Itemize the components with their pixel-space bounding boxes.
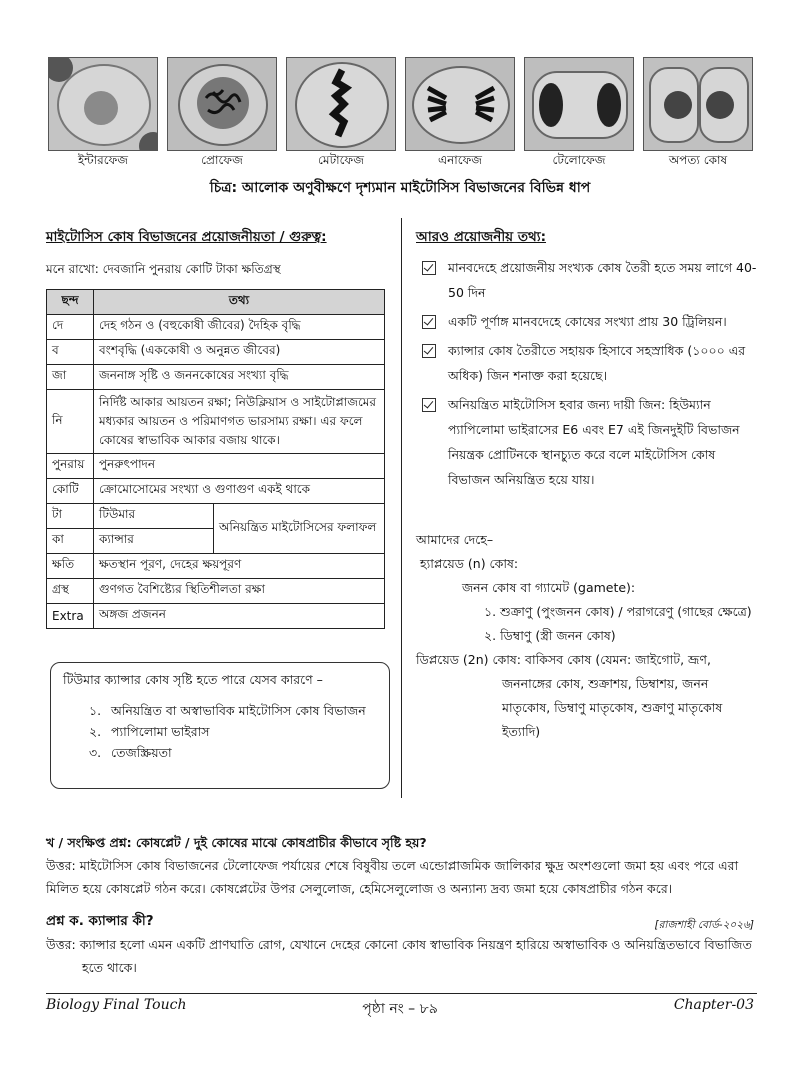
key-cell: নি <box>47 390 94 454</box>
key-cell: কা <box>47 529 94 554</box>
value-cell: ক্যান্সার <box>94 529 214 554</box>
table-row <box>47 504 385 529</box>
table-row <box>47 454 385 479</box>
diploid-line: মাতৃকোষ, ডিম্বাণু মাতৃকোষ, শুক্রাণু মাতৃকোষ <box>502 700 723 715</box>
gamete-item: ২. ডিম্বাণু (স্ত্রী জনন কোষ) <box>484 628 616 643</box>
column-divider <box>401 218 402 798</box>
mnemonic-note: মনে রাখো: দেবজানি পুনরায় কোটি টাকা ক্ষতিগ্রস্থ <box>46 262 281 276</box>
checklist-item <box>416 309 761 334</box>
checklist-item <box>416 255 761 305</box>
extra-info-heading: আরও প্রয়োজনীয় তথ্য: <box>416 229 547 245</box>
cancer-causes-list <box>89 701 377 763</box>
phase-label: এনাফেজ <box>437 153 483 167</box>
gamete-item: ১. শুক্রাণু (পুংজনন কোষ) / পরাগরেণু (গাছের ক্ষেত্রে) <box>484 604 752 619</box>
footer-book-title: Biology Final Touch <box>46 997 187 1013</box>
telophase-image <box>524 57 634 151</box>
daughter-cells-image <box>643 57 753 151</box>
value-cell: বংশবৃদ্ধি (এককোষী ও অনুন্নত জীবের) <box>94 340 385 365</box>
table-row <box>47 340 385 365</box>
checklist-text: ক্যান্সার কোষ তৈরীতে সহায়ক হিসাবে সহস্রাধিক (১০০০ এর অধিক) জিন শনাক্ত করা হয়েছে। <box>448 343 746 383</box>
cancer-box-title: টিউমার ক্যান্সার কোষ সৃষ্টি হতে পারে যেসব কারণে – <box>63 672 323 687</box>
item-text: তেজস্ক্রিয়তা <box>111 745 172 760</box>
footer-chapter: Chapter-03 <box>673 997 754 1013</box>
left-column <box>46 226 391 629</box>
answer-text-continued: হতে থাকে। <box>82 960 137 975</box>
key-cell: ক্ষতি <box>47 554 94 579</box>
phase-telophase <box>524 57 634 172</box>
item-number: ৩. <box>89 745 102 760</box>
item-number: ২. <box>89 724 102 739</box>
value-cell: দেহ গঠন ও (বহুকোষী জীবের) দৈহিক বৃদ্ধি <box>94 315 385 340</box>
key-cell: Extra <box>47 604 94 629</box>
list-item <box>89 701 377 721</box>
answer-text: উত্তর: ক্যান্সার হলো এমন একটি প্রাণঘাতি রোগ, যেখানে দেহের কোনো কোষ স্বাভাবিক নিয়ন্ত্রণ হারিয়ে অস্বাভাবিক ও অনিয়ন্ত্রিতভাবে বিভাজিত <box>46 937 752 952</box>
cancer-causes-box <box>50 662 390 789</box>
phase-label: অপত্য কোষ <box>668 153 728 167</box>
item-text: প্যাপিলোমা ভাইরাস <box>111 724 210 739</box>
key-cell: কোটি <box>47 479 94 504</box>
header-cell: ছন্দ <box>47 290 94 315</box>
table-row <box>47 479 385 504</box>
anaphase-image <box>405 57 515 151</box>
short-question-block <box>46 831 761 900</box>
phase-interphase <box>48 57 158 172</box>
footer-rule <box>46 993 757 994</box>
phase-label: মেটাফেজ <box>318 153 364 167</box>
mitosis-phase-strip <box>48 57 753 169</box>
list-item <box>89 722 377 742</box>
checklist <box>416 255 761 492</box>
value-cell: গুণগত বৈশিষ্ট্যের স্থিতিশীলতা রক্ষা <box>94 579 385 604</box>
key-cell: টা <box>47 504 94 529</box>
table-row <box>47 554 385 579</box>
body-title: আমাদের দেহে– <box>416 532 494 547</box>
value-cell: ক্রোমোসোমের সংখ্যা ও গুণাগুণ একই থাকে <box>94 479 385 504</box>
board-reference: [রাজশাহী বোর্ড-২০২৬] <box>654 919 754 931</box>
checklist-text: মানবদেহে প্রয়োজনীয় সংখ্যক কোষ তৈরী হতে সময় লাগে 40-50 দিন <box>448 260 757 300</box>
interphase-image <box>48 57 158 151</box>
haploid-label: হ্যাপ্লয়েড (n) কোষ: <box>420 556 519 571</box>
checklist-item <box>416 392 761 492</box>
value-cell: ক্ষতস্থান পূরণ, দেহের ক্ষয়পূরণ <box>94 554 385 579</box>
figure-caption: চিত্র: আলোক অণুবীক্ষণে দৃশ্যমান মাইটোসিস বিভাজনের বিভিন্ন ধাপ <box>209 180 591 196</box>
diploid-line: ডিপ্লয়েড (2n) কোষ: বাকিসব কোষ (যেমন: জাইগোট, ভ্রূণ, <box>416 652 711 667</box>
footer-page-number: পৃষ্ঠা নং – ৮৯ <box>362 1001 438 1017</box>
checklist-item <box>416 338 761 388</box>
key-cell: জা <box>47 365 94 390</box>
checkbox-icon <box>422 398 436 412</box>
merged-note-cell: অনিয়ন্ত্রিত মাইটোসিসের ফলাফল <box>214 504 385 554</box>
header-cell: তথ্য <box>94 290 385 315</box>
phase-label: টেলোফেজ <box>552 153 606 167</box>
table-row <box>47 579 385 604</box>
metaphase-image <box>286 57 396 151</box>
table-row <box>47 390 385 454</box>
diploid-line: জননাঙ্গের কোষ, শুক্রাশয়, ডিম্বাশয়, জনন <box>502 676 709 691</box>
value-cell: পুনরুৎপাদন <box>94 454 385 479</box>
key-cell: গ্রস্থ <box>47 579 94 604</box>
gamete-label: জনন কোষ বা গ্যামেট (gamete): <box>462 580 636 595</box>
key-cell: দে <box>47 315 94 340</box>
key-cell: পুনরায় <box>47 454 94 479</box>
phase-label: প্রোফেজ <box>201 153 243 167</box>
cell-types-section <box>416 528 761 744</box>
table-row <box>47 604 385 629</box>
list-item <box>89 743 377 763</box>
checkbox-icon <box>422 261 436 275</box>
value-cell: জননাঙ্গ সৃষ্টি ও জননকোষের সংখ্যা বৃদ্ধি <box>94 365 385 390</box>
prophase-image <box>167 57 277 151</box>
item-number: ১. <box>89 703 102 718</box>
checkbox-icon <box>422 344 436 358</box>
phase-label: ইন্টারফেজ <box>77 153 129 167</box>
table-row <box>47 315 385 340</box>
key-cell: ব <box>47 340 94 365</box>
phase-prophase <box>167 57 277 172</box>
question-text: খ / সংক্ষিপ্ত প্রশ্ন: কোষপ্লেট / দুই কোষের মাঝে কোষপ্রাচীর কীভাবে সৃষ্টি হয়? <box>46 835 427 850</box>
importance-heading: মাইটোসিস কোষ বিভাজনের প্রয়োজনীয়তা / গুরুত্ব: <box>46 229 327 245</box>
checklist-text: অনিয়ন্ত্রিত মাইটোসিস হবার জন্য দায়ী জিন: হিউম্যান প্যাপিলোমা ভাইরাসের E6 এবং E7 এই জিনদুইটি বিভাজন নিয়ন্ত্রক প্রোটিনকে স্থানচ্যুত করে বলে মাইটোসিস কোষ বিভাজন অনিয়ন্ত্রিত হয়ে যায়। <box>448 397 740 487</box>
checklist-text: একটি পূর্ণাঙ্গ মানবদেহে কোষের সংখ্যা প্রায় 30 ট্রিলিয়ন। <box>448 314 727 329</box>
table-header-row <box>47 290 385 315</box>
phase-anaphase <box>405 57 515 172</box>
mnemonic-table <box>46 289 385 629</box>
checkbox-icon <box>422 315 436 329</box>
question-text: প্রশ্ন ক. ক্যান্সার কী? <box>46 913 154 929</box>
item-text: অনিয়ন্ত্রিত বা অস্বাভাবিক মাইটোসিস কোষ বিভাজন <box>111 703 366 718</box>
table-row <box>47 365 385 390</box>
answer-text: উত্তর: মাইটোসিস কোষ বিভাজনের টেলোফেজ পর্যায়ের শেষে বিষুবীয় তলে এন্ডোপ্লাজমিক জালিকার ক্ষুদ্র অংশগুলো জমা হয় এবং পরে এরা মিলিত হয়ে কোষপ্লেট গঠন করে। কোষপ্লেটের উপর সেলুলোজ, হেমিসেলুলোজ ও অন্যান্য দ্রব্য জমা হয়ে কোষপ্রাচীর গঠন করে। <box>46 858 739 896</box>
value-cell: অঙ্গজ প্রজনন <box>94 604 385 629</box>
value-cell: টিউমার <box>94 504 214 529</box>
right-column <box>416 226 761 744</box>
value-cell: নির্দিষ্ট আকার আয়তন রক্ষা; নিউক্লিয়াস ও সাইটোপ্লাজমের মধ্যকার আয়তন ও পরিমাণগত ভারসাম্য রক্ষা। এর ফলে কোষের স্বাভাবিক আকার বজায় থাকে। <box>94 390 385 454</box>
phase-daughter-cells <box>643 57 753 172</box>
phase-metaphase <box>286 57 396 172</box>
diploid-line: ইত্যাদি) <box>502 724 541 739</box>
